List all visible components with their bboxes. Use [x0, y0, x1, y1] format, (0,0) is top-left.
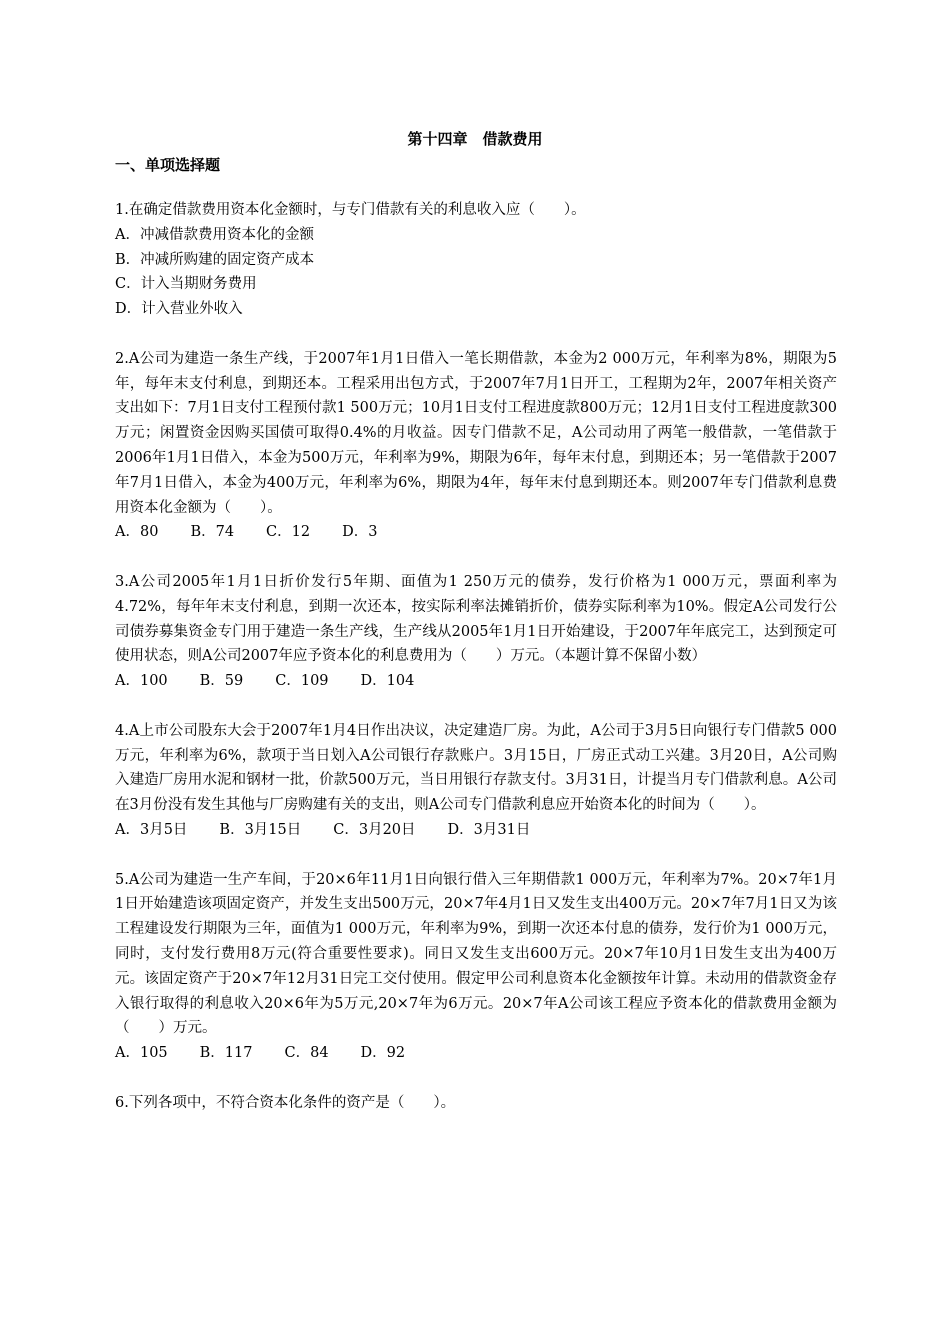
option-a: A．冲减借款费用资本化的金额 — [115, 226, 314, 243]
option-a: A．100 — [115, 673, 168, 690]
question-3 — [115, 570, 837, 694]
question-stem: 6.下列各项中，不符合资本化条件的资产是（ ）。 — [115, 1094, 456, 1111]
option-c: C．84 — [284, 1045, 329, 1062]
option-c: C．3月20日 — [333, 821, 416, 838]
options-row — [115, 520, 837, 545]
option-a: A．3月5日 — [115, 821, 188, 838]
option-a: A．80 — [115, 524, 159, 541]
options-row — [115, 669, 837, 694]
option-c: C．109 — [275, 673, 329, 690]
section-title: 一、单项选择题 — [115, 156, 221, 174]
option-d: D．3月31日 — [447, 821, 531, 838]
option-c: C．12 — [266, 524, 311, 541]
question-1 — [115, 198, 837, 322]
option-b: B．117 — [199, 1045, 253, 1062]
option-d: D．104 — [360, 673, 415, 690]
options-row — [115, 1041, 837, 1066]
option-d: D．计入营业外收入 — [115, 301, 243, 318]
option-c: C．计入当期财务费用 — [115, 276, 257, 293]
question-list — [115, 198, 837, 1140]
option-a: A．105 — [115, 1045, 168, 1062]
question-stem: 3.A公司2005年1月1日折价发行5年期、面值为1 250万元的债券，发行价格为1 000万元，票面利率为4.72%，每年年末支付利息，到期一次还本，按实际利率法摊销折价，债券实际利率为10%。假定A公司发行公司债券募集资金专门用于建造一条生产线，生产线从2005年1月1日开始建设，于2007年年底完工，达到预定可使用状态，则A公司2007年应予资本化的利息费用为（ ）万元。（本题计算不保留小数） — [115, 573, 837, 665]
option-b: B．59 — [199, 673, 244, 690]
option-b: B．3月15日 — [219, 821, 302, 838]
question-6 — [115, 1091, 837, 1116]
question-5 — [115, 868, 837, 1066]
question-stem: 1.在确定借款费用资本化金额时，与专门借款有关的利息收入应（ ）。 — [115, 202, 586, 218]
question-2 — [115, 347, 837, 545]
question-stem: 5.A公司为建造一生产车间，于20×6年11月1日向银行借入三年期借款1 000万元，年利率为7%。20×7年1月1日开始建造该项固定资产，并发生支出500万元，20×7年4月1日又发生支出400万元。20×7年7月1日又为该工程建设发行期限为三年，面值为1 000万元，年利率为9%，到期一次还本付息的债券，发行价为1 000万元，同时，支付发行费用8万元(符合重要性要求)。同日又发生支出600万元。20×7年10月1日发生支出为400万元。该固定资产于20×7年12月31日完工交付使用。假定甲公司利息资本化金额按年计算。未动用的借款资金存入银行取得的利息收入20×6年为5万元,20×7年为6万元。20×7年A公司该工程应予资本化的借款费用金额为（ ）万元。 — [115, 871, 837, 1037]
options-row — [115, 818, 837, 843]
option-d: D．3 — [342, 524, 378, 541]
option-b: B．74 — [190, 524, 235, 541]
option-d: D．92 — [360, 1045, 406, 1062]
chapter-title: 第十四章 借款费用 — [407, 130, 543, 148]
question-stem: 4.A上市公司股东大会于2007年1月4日作出决议，决定建造厂房。为此，A公司于3月5日向银行专门借款5 000万元，年利率为6%，款项于当日划入A公司银行存款账户。3月15日，厂房正式动工兴建。3月20日，A公司购入建造厂房用水泥和钢材一批，价款500万元，当日用银行存款支付。3月31日，计提当月专门借款利息。A公司在3月份没有发生其他与厂房购建有关的支出，则A公司专门借款利息应开始资本化的时间为（ ）。 — [115, 722, 837, 814]
question-stem: 2.A公司为建造一条生产线，于2007年1月1日借入一笔长期借款，本金为2 000万元，年利率为8%，期限为5年，每年末支付利息，到期还本。工程采用出包方式，于2007年7月1日开工，工程期为2年，2007年相关资产支出如下：7月1日支付工程预付款1 500万元；10月1日支付工程进度款800万元；12月1日支付工程进度款300万元；闲置资金因购买国债可取得0.4%的月收益。因专门借款不足，A公司动用了两笔一般借款，一笔借款于2006年1月1日借入，本金为500万元，年利率为9%，期限为6年，每年末付息，到期还本；另一笔借款于2007年7月1日借入，本金为400万元，年利率为6%，期限为4年，每年末付息到期还本。则2007年专门借款利息费用资本化金额为（ ）。 — [115, 350, 837, 516]
option-b: B．冲减所购建的固定资产成本 — [115, 251, 315, 268]
question-4 — [115, 719, 837, 843]
